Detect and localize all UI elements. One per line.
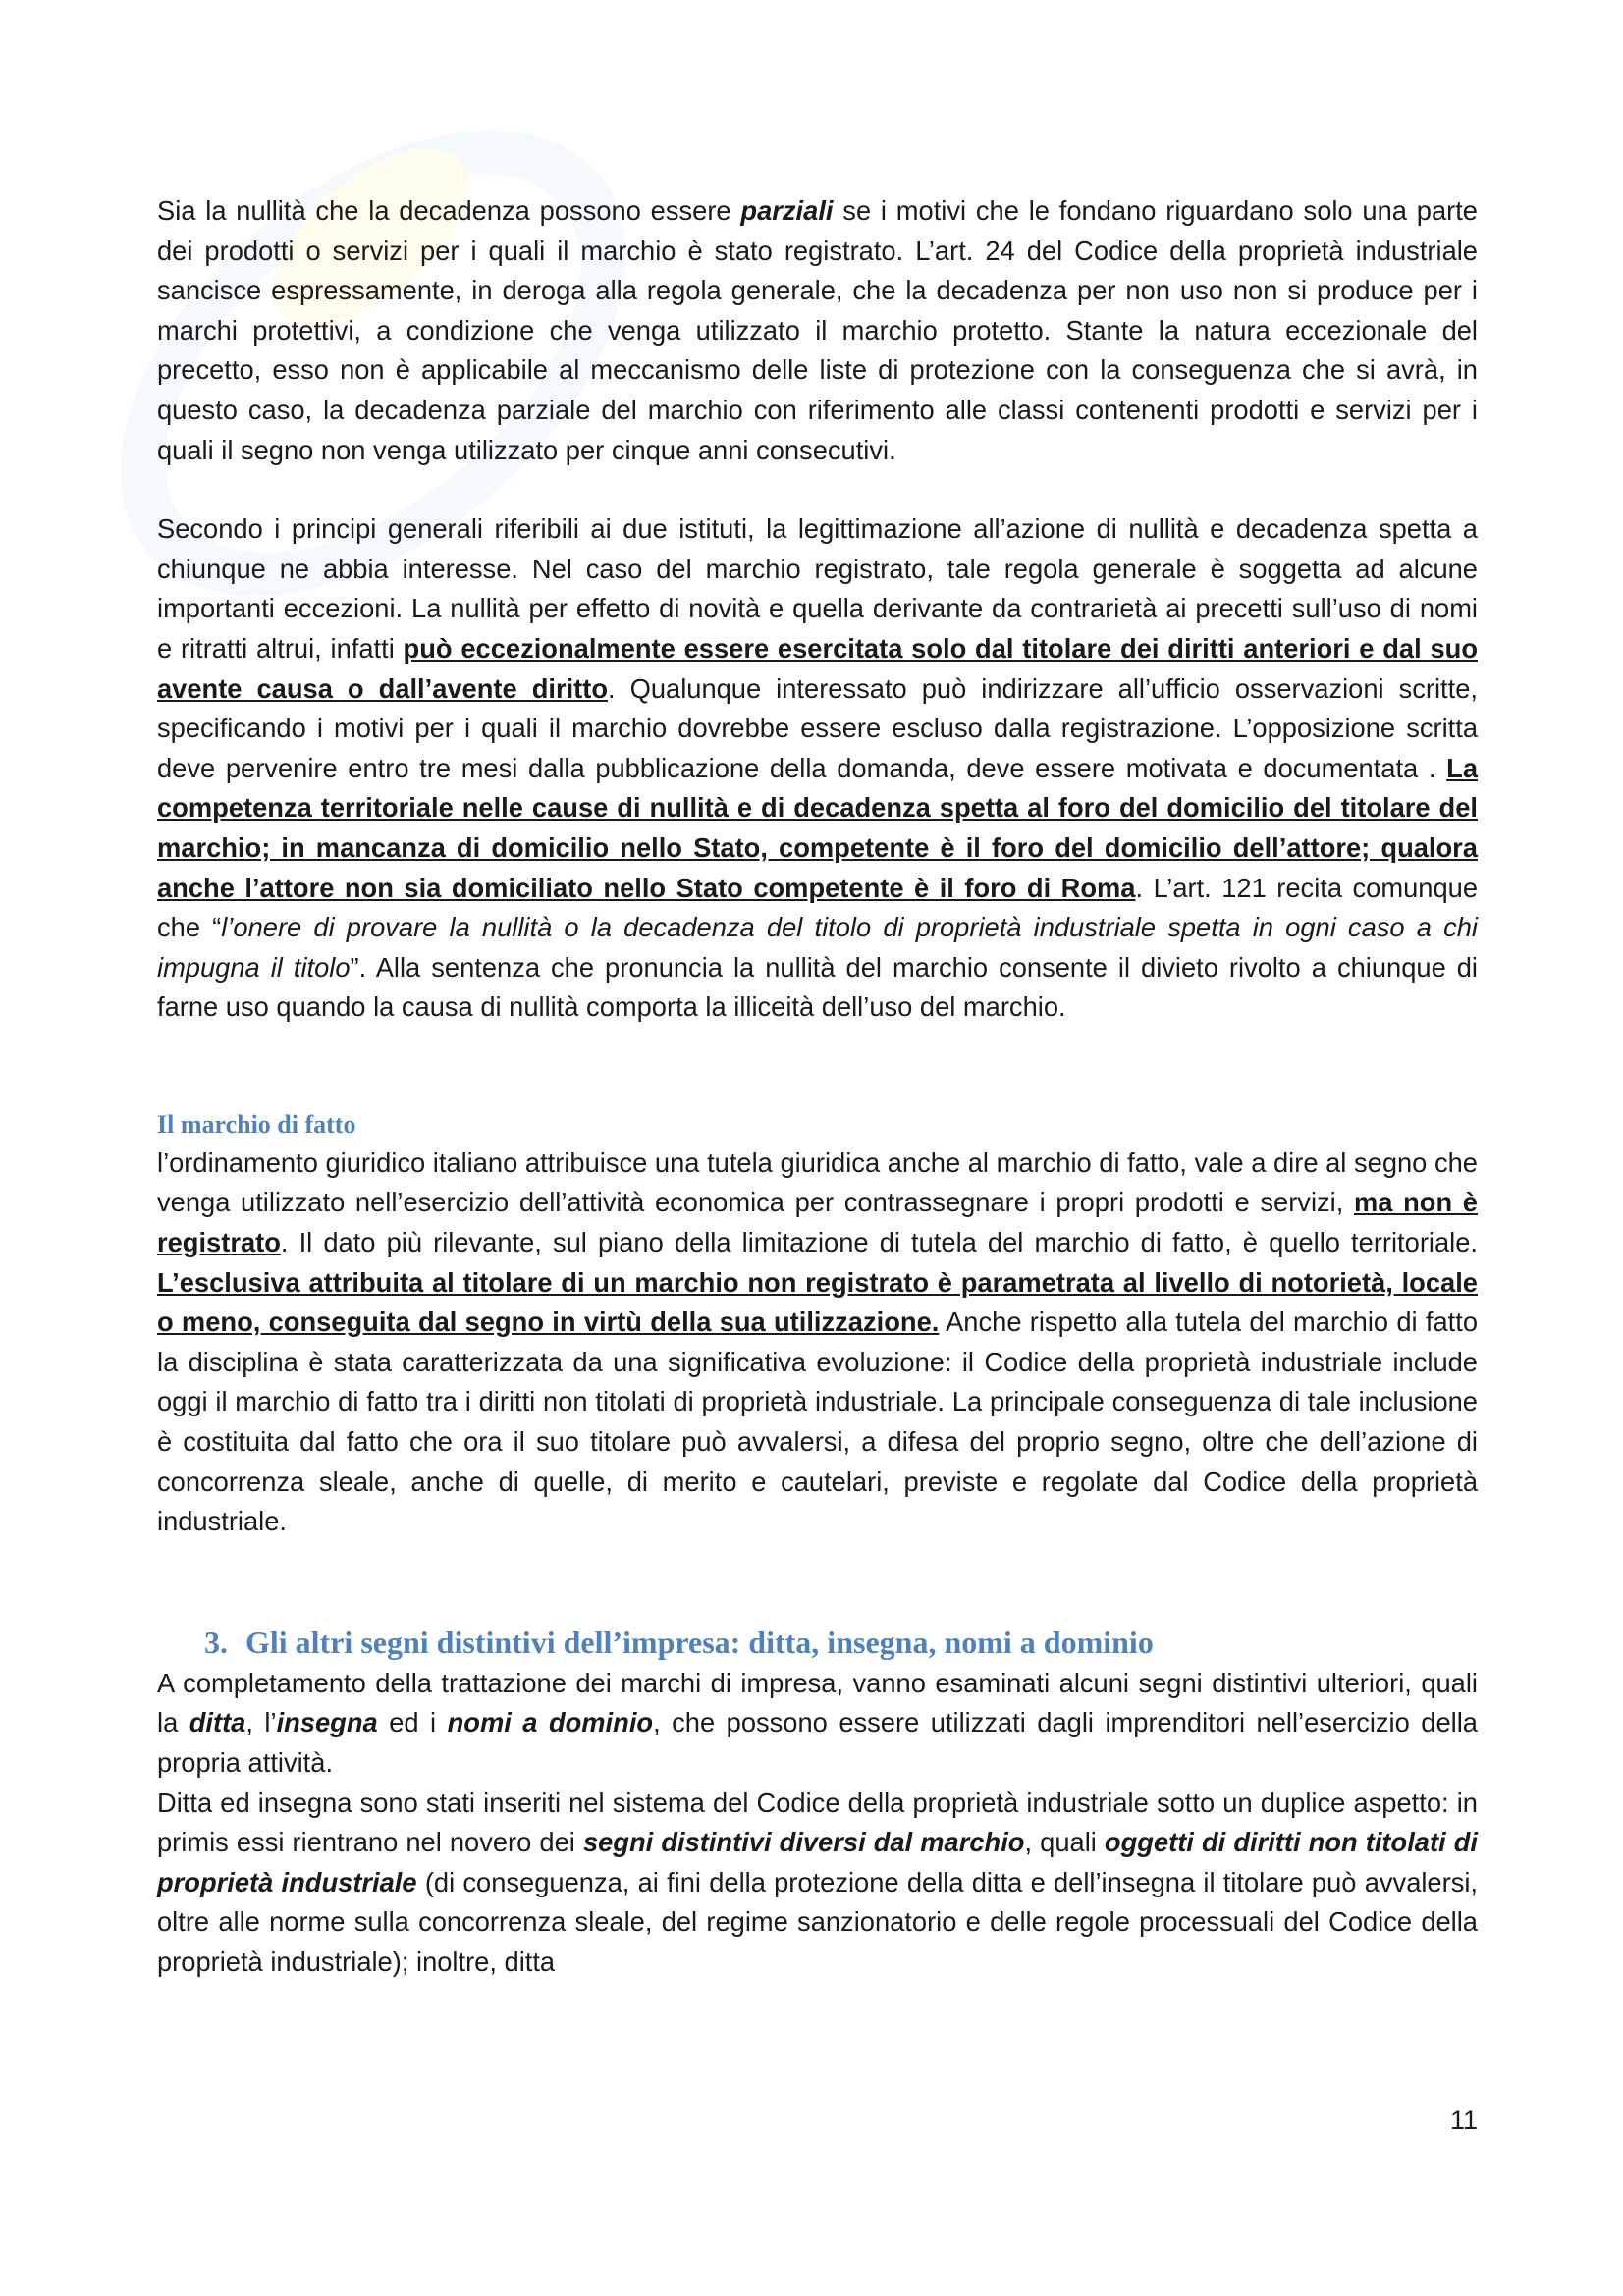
section-heading: 3. Gli altri segni distintivi dell’impresa: ditta, insegna, nomi a dominio	[204, 1624, 1154, 1660]
paragraph-legittimazione: Secondo i principi generali riferibili ai due istituti, la legittimazione all’azione di nullità e decadenza spetta a chiunque ne abbia interesse. Nel caso del marchio registrato, tale regola generale è soggetta ad alcune importanti eccezioni. La nullità per effetto di novità e quella derivante da contrarietà ai precetti sull’uso di nomi e ritratti altrui, infatti può eccezionalmente essere esercitata solo dal titolare dei diritti anteriori e dal suo avente causa o dall’avente diritto. Qualunque interessato può indirizzare all’ufficio osservazioni scritte, specificando i motivi per i quali il marchio dovrebbe essere escluso dalla registrazione. L’opposizione scritta deve pervenire entro tre mesi dalla pubblicazione della domanda, deve essere motivata e documentata . La competenza territoriale nelle cause di nullità e di decadenza spetta al foro del domicilio del titolare del marchio; in mancanza di domicilio nello Stato, competente è il foro del domicilio dell’attore; qualora anche l’attore non sia domiciliato nello Stato competente è il foro di Roma. L’art. 121 recita comunque che “l’onere di provare la nullità o la decadenza del titolo di proprietà industriale spetta in ogni caso a chi impugna il titolo”. Alla sentenza che pronuncia la nullità del marchio consente il divieto rivolto a chiunque di farne uso quando la causa di nullità comporta la illiceità dell’uso del marchio.	[157, 513, 1479, 1023]
emphasis-parziali: parziali	[740, 195, 834, 226]
underlined-eccezione: può eccezionalmente essere esercitata solo dal titolare dei diritti anteriori e dal suo avente causa o dall’avente diritto	[157, 632, 1478, 704]
underlined-competenza: La competenza territoriale nelle cause di nullità e di decadenza spetta al foro del domicilio del titolare del marchio; in mancanza di domicilio nello Stato, competente è il foro del domicilio dell’attore; qualora anche l’attore non sia domiciliato nello Stato competente è il foro di Roma	[157, 752, 1478, 903]
page-number: 11	[1449, 2106, 1478, 2135]
paragraph-marchio-di-fatto: l’ordinamento giuridico italiano attribuisce una tutela giuridica anche al marchio di fatto, vale a dire al segno che venga utilizzato nell’esercizio dell’attività economica per contrassegnare i propri prodotti e servizi, ma non è registrato. Il dato più rilevante, sul piano della limitazione di tutela del marchio di fatto, è quello territoriale. L’esclusiva attribuita al titolare di un marchio non registrato è parametrata al livello di notorietà, locale o meno, conseguita dal segno in virtù della sua utilizzazione. Anche rispetto alla tutela del marchio di fatto la disciplina è stata caratterizzata da una significativa evoluzione: il Codice della proprietà industriale include oggi il marchio di fatto tra i diritti non titolati di proprietà industriale. La principale conseguenza di tale inclusione è costituita dal fatto che ora il suo titolare può avvalersi, a difesa del proprio segno, oltre che dell’azione di concorrenza sleale, anche di quelle, di merito e cautelari, previste e regolate dal Codice della proprietà industriale.	[157, 1147, 1478, 1537]
document-page	[157, 191, 1478, 1983]
paragraph-nullita-parziale: Sia la nullità che la decadenza possono essere parziali se i motivi che le fondano riguardano solo una parte dei prodotti o servizi per i quali il marchio è stato registrato. L’art. 24 del Codice della proprietà industriale sancisce espressamente, in deroga alla regola generale, che la decadenza per non uso non si produce per i marchi protettivi, a condizione che venga utilizzato il marchio protetto. Stante la natura eccezionale del precetto, esso non è applicabile al meccanismo delle liste di protezione con la conseguenza che si avrà, in questo caso, la decadenza parziale del marchio con riferimento alle classi contenenti prodotti e servizi per i quali il segno non venga utilizzato per cinque anni consecutivi.	[157, 195, 1478, 465]
paragraph-segni-distintivi: A completamento della trattazione dei marchi di impresa, vanno esaminati alcuni segni distintivi ulteriori, quali la ditta, l’insegna ed i nomi a dominio, che possono essere utilizzati dagli imprenditori nell’esercizio della propria attività.	[157, 1667, 1478, 1778]
paragraph-ditta-insegna: Ditta ed insegna sono stati inseriti nel sistema del Codice della proprietà industriale sotto un duplice aspetto: in primis essi rientrano nel novero dei segni distintivi diversi dal marchio, quali oggetti di diritti non titolati di proprietà industriale (di conseguenza, ai fini della protezione della ditta e dell’insegna il titolare può avvalersi, oltre alle norme sulla concorrenza sleale, del regime sanzionatorio e delle regole processuali del Codice della proprietà industriale); inoltre, ditta	[157, 1787, 1479, 1977]
subheading-marchio-di-fatto: Il marchio di fatto	[157, 1109, 356, 1139]
underlined-esclusiva: L’esclusiva attribuita al titolare di un marchio non registrato è parametrata al livello di notorietà, locale o meno, conseguita dal segno in virtù della sua utilizzazione.	[157, 1266, 1478, 1338]
underlined-non-registrato: ma non è registrato	[157, 1187, 1478, 1258]
quote-art-121: l’onere di provare la nullità o la decadenza del titolo di proprietà industriale spetta in ogni caso a chi impugna il titolo	[157, 912, 1478, 983]
